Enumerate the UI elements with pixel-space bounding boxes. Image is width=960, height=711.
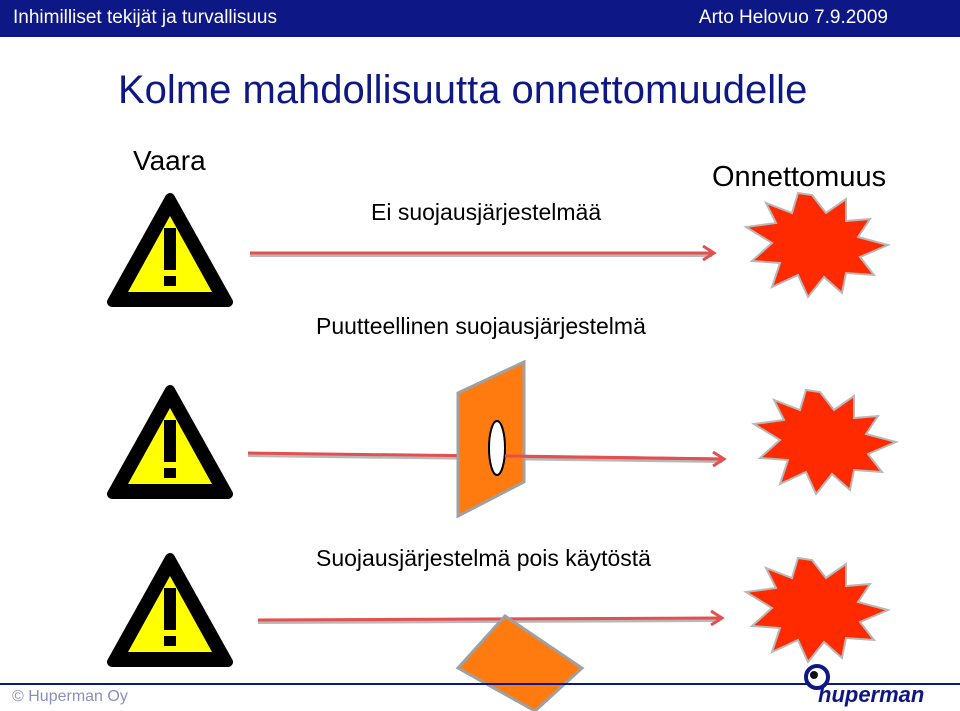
explosion-burst-icon — [754, 390, 896, 494]
arrow-1 — [250, 246, 714, 260]
company-logo: huperman — [818, 682, 925, 707]
warning-triangle-icon — [112, 558, 228, 662]
scenario-3-label: Suojausjärjestelmä pois käytöstä — [316, 545, 651, 571]
protection-barrier-icon — [458, 616, 582, 711]
arrow-3 — [258, 611, 722, 625]
scenario-2-label: Puutteellinen suojausjärjestelmä — [316, 313, 646, 339]
warning-triangle-icon — [112, 390, 228, 494]
explosion-burst-icon — [746, 558, 888, 662]
danger-label: Vaara — [133, 145, 206, 176]
warning-triangle-icon — [112, 198, 228, 302]
slide-title: Kolme mahdollisuutta onnettomuudelle — [118, 68, 808, 112]
footer-copyright: © Huperman Oy — [12, 688, 128, 705]
accident-label: Onnettomuus — [712, 161, 887, 193]
scenario-1-label: Ei suojausjärjestelmää — [371, 199, 602, 225]
protection-barrier-icon — [458, 362, 722, 516]
presentation-title: Inhimilliset tekijät ja turvallisuus — [13, 7, 277, 28]
author-date: Arto Helovuo 7.9.2009 — [698, 7, 888, 28]
explosion-burst-icon — [746, 193, 888, 297]
